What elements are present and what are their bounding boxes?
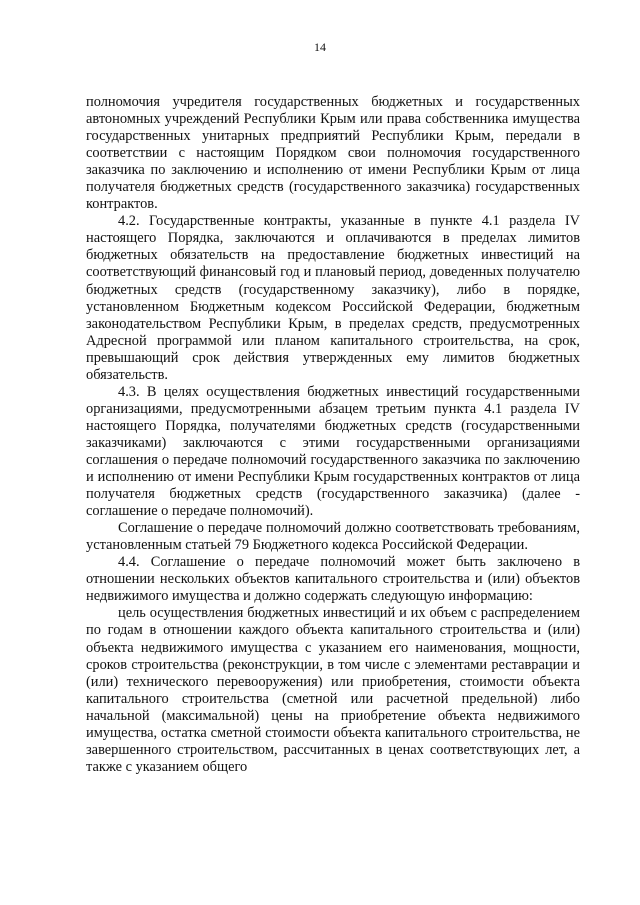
page-number: 14 xyxy=(314,40,326,54)
paragraph-4-4: 4.4. Соглашение о передаче полномочий может быть заключено в отношении нескольких объектов капитального строительства и (или) объектов недвижимого имущества и должно содержать следующую информацию: xyxy=(86,554,580,605)
paragraph-continuation: полномочия учредителя государственных бюджетных и государственных автономных учреждений Республики Крым или права собственника имущества государственных унитарных предприятий Республики Крым, передали в соответствии с настоящим Порядком свои полномочия государственного заказчика по заключению и исполнению от имени Республики Крым от лица получателя бюджетных средств (государственного заказчика) государственных контрактов. xyxy=(86,94,580,213)
paragraph-agreement-requirements: Соглашение о передаче полномочий должно соответствовать требованиям, установленным статьей 79 Бюджетного кодекса Российской Федерации. xyxy=(86,520,580,554)
paragraph-investment-goal: цель осуществления бюджетных инвестиций и их объем с распределением по годам в отношении каждого объекта капитального строительства и (или) объекта недвижимого имущества с указанием его наименования, мощности, сроков строительства (реконструкции, в том числе с элементами реставрации и (или) технического перевооружения) или приобретения, стоимости объекта капитального строительства (сметной или расчетной предельной) либо начальной (максимальной) цены на приобретение объекта недвижимого имущества, остатка сметной стоимости объекта капитального строительства, не завершенного строительством, рассчитанных в ценах соответствующих лет, а также с указанием общего xyxy=(86,605,580,775)
document-body xyxy=(86,94,580,776)
paragraph-4-2: 4.2. Государственные контракты, указанные в пункте 4.1 раздела IV настоящего Порядка, заключаются и оплачиваются в пределах лимитов бюджетных обязательств на предоставление бюджетных инвестиций на соответствующий финансовый год и плановый период, доведенных получателю бюджетных средств (государственному заказчику), либо в порядке, установленном Бюджетным кодексом Российской Федерации, бюджетным законодательством Республики Крым, в пределах средств, предусмотренных Адресной программой или планом капитального строительства, на срок, превышающий срок действия утвержденных ему лимитов бюджетных обязательств. xyxy=(86,213,580,383)
paragraph-4-3: 4.3. В целях осуществления бюджетных инвестиций государственными организациями, предусмотренными абзацем третьим пункта 4.1 раздела IV настоящего Порядка, получателями бюджетных средств (государственными заказчиками) заключаются с этими государственными организациями соглашения о передаче полномочий государственного заказчика по заключению и исполнению от имени Республики Крым государственных контрактов от лица получателя бюджетных средств (государственного заказчика) (далее - соглашение о передаче полномочий). xyxy=(86,383,580,520)
